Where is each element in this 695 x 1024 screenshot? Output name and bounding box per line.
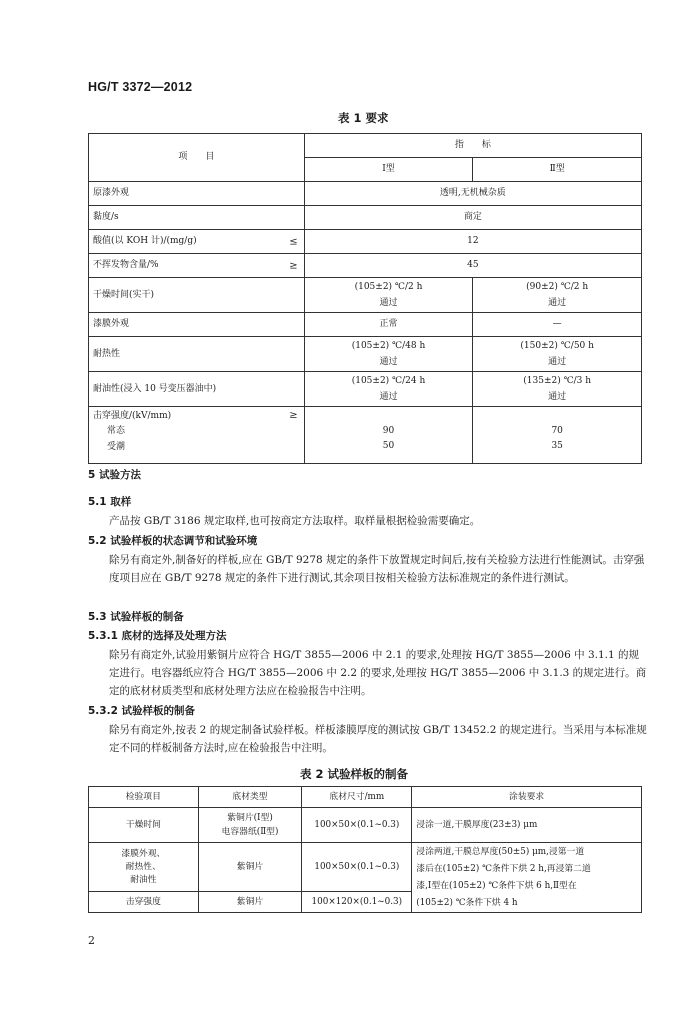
row-label-cell xyxy=(89,407,305,464)
row-size: 100×50×(0.1~0.3) xyxy=(302,808,412,843)
table-row xyxy=(89,278,642,313)
row-requirement xyxy=(412,843,642,913)
row-value-type2: — xyxy=(473,313,642,337)
row-value-type1 xyxy=(304,372,473,407)
col-header-substrate: 底材类型 xyxy=(198,787,302,808)
operator: ≤ xyxy=(289,235,298,247)
section-heading: 5.2 试验样板的状态调节和试验环境 xyxy=(88,535,258,547)
condition: (105±2) ℃/48 h xyxy=(351,341,426,352)
table-row xyxy=(89,206,642,230)
row-label-cell xyxy=(89,230,305,254)
value-wet: 50 xyxy=(382,441,395,452)
paragraph xyxy=(88,721,648,757)
row-item xyxy=(89,843,199,892)
document-code: HG/T 3372—2012 xyxy=(88,80,193,94)
condition: (150±2) ℃/50 h xyxy=(520,341,594,352)
requirement-line: (105±2) ℃条件下烘 4 h xyxy=(416,897,518,908)
row-label: 干燥时间(实干) xyxy=(89,278,305,313)
paragraph xyxy=(88,551,648,587)
paragraph xyxy=(88,512,648,530)
section-heading: 5.3 试验样板的制备 xyxy=(88,611,184,623)
value-wet: 35 xyxy=(551,441,563,452)
item-line: 漆膜外观、 xyxy=(121,848,166,859)
value-normal: 90 xyxy=(382,426,395,436)
row-label: 耐油性(浸入 10 号变压器油中) xyxy=(89,372,305,407)
result: 通过 xyxy=(379,297,398,308)
paragraph-text: 除另有商定外,试验用紫铜片应符合 HG/T 3855—2006 中 2.1 的要求,处理按 HG/T 3855—2006 中 3.1.1 的规定进行。电容器纸应符合 HG/T 3855—2006 中 2.2 的要求,处理按 HG/T 3855—2006 中 3.1.3 的规定进行。商定的底材材质类型和底材处理方法应在检验报告中注明。 xyxy=(109,649,647,697)
section-heading: 5.1 取样 xyxy=(88,496,132,508)
row-value-type2 xyxy=(473,337,642,372)
page-number: 2 xyxy=(88,934,95,947)
section-heading: 5.3.2 试验样板的制备 xyxy=(88,705,196,717)
table-row xyxy=(89,313,642,337)
col-header-item: 项 目 xyxy=(89,134,305,182)
row-label: 不挥发物含量/% xyxy=(93,260,159,271)
row-substrate: 紫铜片 xyxy=(198,892,302,913)
col-header-index: 指 标 xyxy=(304,134,641,158)
row-label: 原漆外观 xyxy=(89,182,305,206)
paragraph-text: 除另有商定外,制备好的样板,应在 GB/T 9278 规定的条件下放置规定时间后,按有关检验方法进行性能测试。击穿强度项目应在 GB/T 9278 规定的条件下进行测试,其余项目按相关检验方法标准规定的条件进行测试。 xyxy=(109,554,645,584)
result: 通过 xyxy=(379,391,398,402)
table1-caption: 表 1 要求 xyxy=(338,111,389,125)
row-value: 透明,无机械杂质 xyxy=(304,182,641,206)
condition: (105±2) ℃/24 h xyxy=(351,376,426,387)
requirement-line: 漆后在(105±2) ℃条件下烘 2 h,再浸第二道 xyxy=(416,863,591,874)
result: 通过 xyxy=(379,356,398,367)
row-item: 击穿强度 xyxy=(89,892,199,913)
col-header-type2: Ⅱ型 xyxy=(473,158,642,182)
sub-label-normal: 常态 xyxy=(107,426,126,437)
col-header-size: 底材尺寸/mm xyxy=(302,787,412,808)
row-item: 干燥时间 xyxy=(89,808,199,843)
result: 通过 xyxy=(548,356,567,367)
section-heading: 5.3.1 底材的选择及处理方法 xyxy=(88,630,227,642)
row-label: 漆膜外观 xyxy=(89,313,305,337)
substrate-type1: 紫铜片(Ⅰ型) xyxy=(227,812,273,823)
section-heading: 5 试验方法 xyxy=(88,469,141,481)
row-value: 12 xyxy=(304,230,641,254)
row-value-type2 xyxy=(473,407,642,464)
row-value-type1: 正常 xyxy=(304,313,473,337)
row-value-type2 xyxy=(473,372,642,407)
table-row xyxy=(89,337,642,372)
requirement-line: 漆,Ⅰ型在(105±2) ℃条件下烘 6 h,Ⅱ型在 xyxy=(416,880,577,891)
paragraph xyxy=(88,646,648,700)
operator: ≥ xyxy=(289,259,298,271)
row-size: 100×50×(0.1~0.3) xyxy=(302,843,412,892)
row-label: 酸值(以 KOH 计)/(mg/g) xyxy=(93,236,197,247)
row-requirement: 浸涂一道,干膜厚度(23±3) μm xyxy=(412,808,642,843)
row-size: 100×120×(0.1~0.3) xyxy=(302,892,412,913)
table-row xyxy=(89,407,642,464)
col-header-requirement: 涂装要求 xyxy=(412,787,642,808)
item-line: 耐油性 xyxy=(130,875,157,886)
col-header-item: 检验项目 xyxy=(89,787,199,808)
row-label-cell xyxy=(89,254,305,278)
table-row xyxy=(89,254,642,278)
table-row xyxy=(89,843,642,892)
row-substrate: 紫铜片 xyxy=(198,843,302,892)
result: 通过 xyxy=(548,297,567,308)
table2-caption: 表 2 试验样板的制备 xyxy=(300,767,409,781)
table-row xyxy=(89,808,642,843)
sample-prep-table xyxy=(88,786,642,913)
row-value-type1 xyxy=(304,278,473,313)
paragraph-text: 产品按 GB/T 3186 规定取样,也可按商定方法取样。取样量根据检验需要确定。 xyxy=(109,515,481,527)
row-label: 黏度/s xyxy=(89,206,305,230)
table-row xyxy=(89,182,642,206)
table-row xyxy=(89,230,642,254)
paragraph-text: 除另有商定外,按表 2 的规定制备试验样板。样板漆膜厚度的测试按 GB/T 13452.2 的规定进行。当采用与本标准规定不同的样板制备方法时,应在检验报告中注明。 xyxy=(109,724,647,754)
row-value: 45 xyxy=(304,254,641,278)
sub-label-wet: 受潮 xyxy=(107,441,126,452)
row-value: 商定 xyxy=(304,206,641,230)
item-line: 耐热性、 xyxy=(125,861,161,872)
operator: ≥ xyxy=(289,410,298,421)
row-substrate xyxy=(198,808,302,843)
row-label: 击穿强度/(kV/mm) xyxy=(93,411,172,421)
requirement-line: 浸涂两道,干膜总厚度(50±5) μm,浸第一道 xyxy=(416,846,585,857)
col-header-type1: Ⅰ型 xyxy=(304,158,473,182)
value-normal: 70 xyxy=(551,426,563,436)
condition: (105±2) ℃/2 h xyxy=(354,282,423,293)
requirements-table xyxy=(88,133,642,464)
condition: (90±2) ℃/2 h xyxy=(526,282,589,293)
table-row xyxy=(89,372,642,407)
condition: (135±2) ℃/3 h xyxy=(523,376,592,387)
row-value-type1 xyxy=(304,337,473,372)
row-value-type1 xyxy=(304,407,473,464)
row-value-type2 xyxy=(473,278,642,313)
substrate-type2: 电容器纸(Ⅱ型) xyxy=(221,827,279,837)
row-label: 耐热性 xyxy=(89,337,305,372)
result: 通过 xyxy=(548,391,567,402)
